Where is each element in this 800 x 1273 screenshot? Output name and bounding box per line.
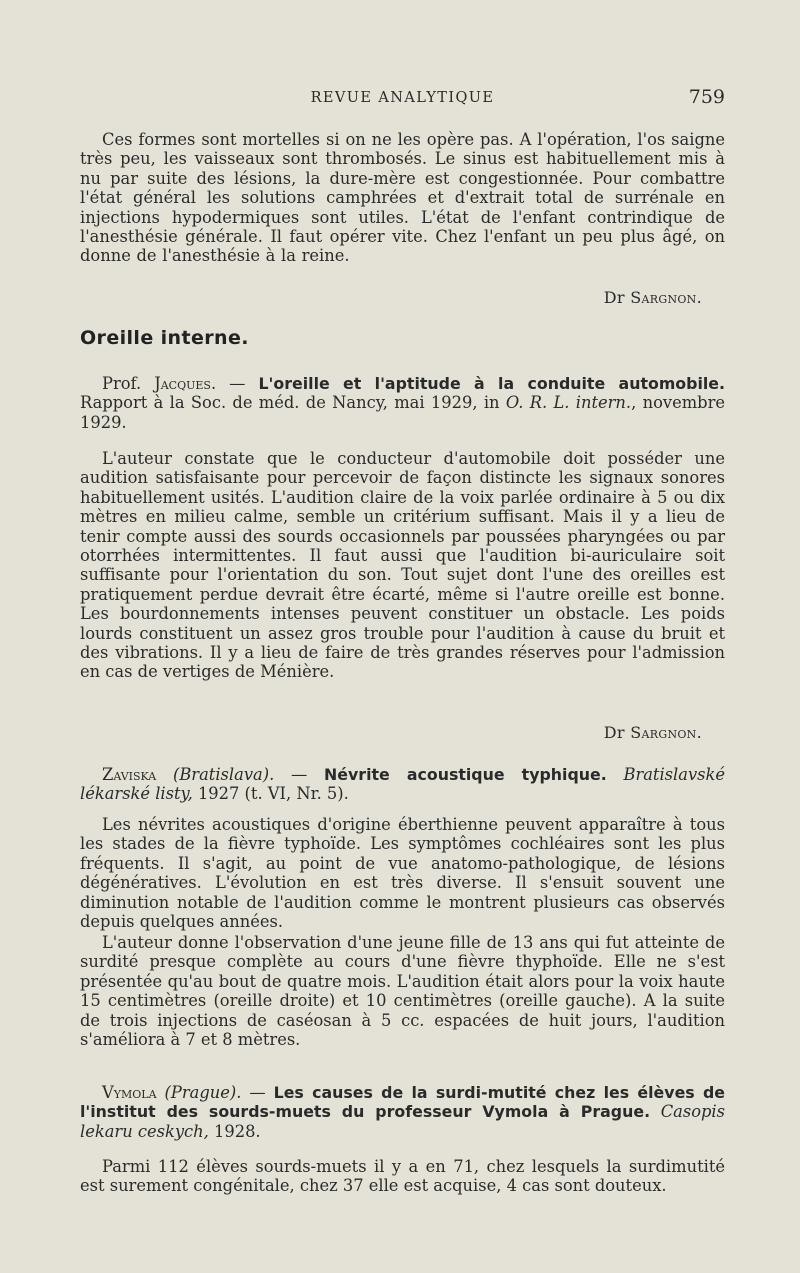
running-title: REVUE ANALYTIQUE: [310, 90, 495, 106]
article-body-vymola: Parmi 112 élèves sourds-muets il y a en 71, chez lesquels la surdimutité est surement congénitale, chez 37 elle est acquise, 4 cas sont douteux.: [80, 1157, 725, 1196]
signature-sargnon-2: Dr Sargnon.: [603, 723, 702, 742]
article-heading-zaviska: Zaviska (Bratislava). — Névrite acoustique typhique. Bratislavské lékarské listy, 1927 (t. VI, Nr. 5).: [80, 765, 726, 804]
article-heading-vymola: Vymola (Prague). — Les causes de la surdi-mutité chez les élèves de l'institut des sourds-muets du professeur Vymola à Prague. Casopis lekaru ceskych, 1928.: [80, 1083, 726, 1141]
paragraph-intro: Ces formes sont mortelles si on ne les opère pas. A l'opération, l'os saigne très peu, les vaisseaux sont thrombosés. Le sinus est habituellement mis à nu par suite des lésions, la dure-mère est congestionnée. Pour combattre l'état général les solutions camphrées et d'extrait total de surrénale en injections hypodermiques sont utiles. L'état de l'enfant contrindique de l'anesthésie générale. Il faut opérer vite. Chez l'enfant un peu plus âgé, on donne de l'anesthésie à la reine.: [80, 130, 725, 266]
article-body-zaviska-2: L'auteur donne l'observation d'une jeune fille de 13 ans qui fut atteinte de surdité presque complète au cours d'une fièvre thyphoïde. Elle ne s'est présentée qu'au bout de quatre mois. L'audition était alors pour la voix haute 15 centimètres (oreille droite) et 10 centimètres (oreille gauche). A la suite de trois injections de caséosan à 5 cc. espacées de huit jours, l'audition s'améliora à 7 et 8 mètres.: [80, 933, 725, 1050]
page-header: [80, 86, 725, 114]
signature-sargnon-1: Dr Sargnon.: [603, 288, 702, 307]
section-heading: Oreille interne.: [80, 327, 249, 349]
article-body-zaviska-1: Les névrites acoustiques d'origine éberthienne peuvent apparaître à tous les stades de la fièvre typhoïde. Les symptômes cochléaires sont les plus fréquents. Il s'agit, au point de vue anatomo-pathologique, de lésions dégénératives. L'évolution en est très diverse. Il s'ensuit souvent une diminution notable de l'audition comme le montrent plusieurs cas observés depuis quelques années.: [80, 815, 725, 932]
page-number: 759: [688, 86, 725, 108]
article-body-jacques: L'auteur constate que le conducteur d'automobile doit posséder une audition satisfaisante pour percevoir de façon distincte les signaux sonores habituellement usités. L'audition claire de la voix parlée ordinaire à 5 ou dix mètres en milieu calme, semble un critérium suffisant. Mais il y a lieu de tenir compte aussi des sourds occasionnels par poussées pharyngées ou par otorrhées intermittentes. Il faut aussi que l'audition bi-auriculaire soit suffisante pour l'orientation du son. Tout sujet dont l'une des oreilles est pratiquement perdue devrait être écarté, même si l'autre oreille est bonne. Les bourdonnements intenses peuvent constituer un obstacle. Les poids lourds constituent un assez gros trouble pour l'audition à cause du bruit et des vibrations. Il y a lieu de faire de très grandes réserves pour l'admission en cas de vertiges de Ménière.: [80, 449, 725, 682]
article-heading-jacques: Prof. Jacques. — L'oreille et l'aptitude à la conduite automobile. Rapport à la Soc. de méd. de Nancy, mai 1929, in O. R. L. intern., novembre 1929.: [80, 374, 726, 432]
